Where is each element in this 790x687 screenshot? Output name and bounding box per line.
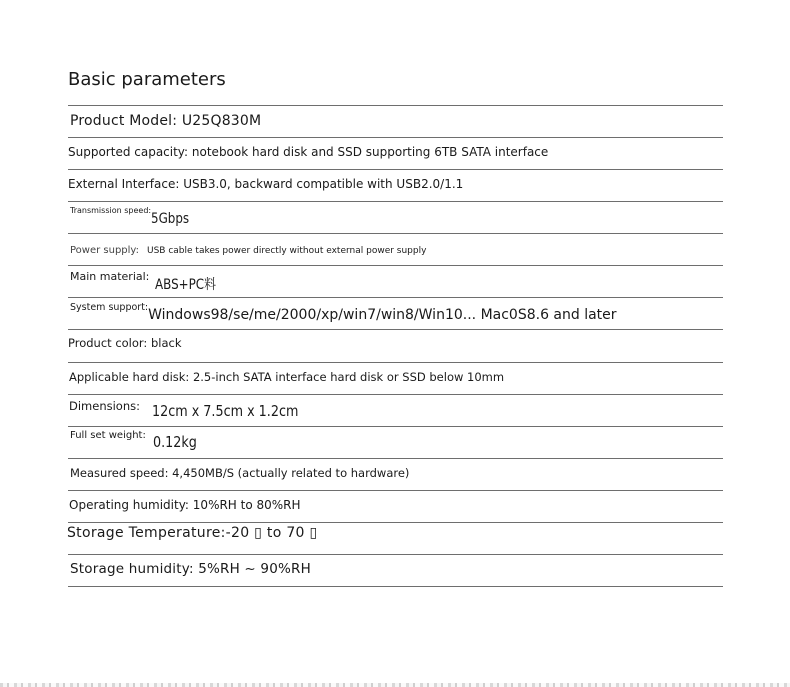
divider [68, 394, 723, 395]
param-row-transmission-speed [70, 206, 196, 225]
param-label: Operating humidity: [69, 498, 189, 512]
param-label: Applicable hard disk: [69, 370, 190, 384]
param-value: U25Q830M [177, 113, 262, 129]
param-value: 2.5-inch SATA interface hard disk or SSD below 10mm [189, 370, 505, 384]
param-row-system-support [70, 302, 617, 321]
divider [68, 362, 723, 363]
param-row-storage-humidity [70, 558, 311, 577]
param-row-supported-capacity [68, 141, 548, 160]
param-label: Measured speed: [70, 466, 169, 480]
param-value: ABS+PC料 [155, 277, 217, 293]
param-label: Product Model: [70, 113, 178, 129]
param-value: 5%RH ~ 90%RH [193, 561, 311, 577]
divider [68, 137, 723, 138]
param-label: Transmission speed: [70, 206, 152, 215]
param-row-full-set-weight [70, 430, 204, 449]
divider [68, 329, 723, 330]
param-value: notebook hard disk and SSD supporting 6TB SATA interface [188, 145, 549, 159]
divider [68, 233, 723, 234]
param-row-main-material [70, 270, 227, 293]
param-row-applicable-hard-disk [69, 366, 504, 385]
bottom-edge-artifact [0, 683, 790, 687]
param-value: Windows98/se/me/2000/xp/win7/win8/Win10... Mac0S8.6 and later [148, 307, 617, 323]
divider [68, 265, 723, 266]
divider [68, 458, 723, 459]
param-label: External Interface: [68, 177, 180, 191]
param-label: Product color: [68, 336, 148, 350]
divider [68, 201, 723, 202]
param-value: 4,450MB/S (actually related to hardware) [168, 466, 410, 480]
param-row-product-color [68, 332, 182, 351]
param-value: USB3.0, backward compatible with USB2.0/1.1 [179, 177, 464, 191]
param-row-product-model [70, 110, 261, 129]
param-label: Storage humidity: [70, 561, 194, 577]
param-row-power-supply [70, 238, 426, 257]
param-label: Storage Temperature: [67, 525, 226, 541]
param-row-operating-humidity [69, 494, 301, 513]
divider [68, 297, 723, 298]
divider [68, 426, 723, 427]
divider [68, 169, 723, 170]
param-value: 12cm x 7.5cm x 1.2cm [152, 402, 299, 420]
param-label: Dimensions: [69, 399, 140, 413]
param-label: Full set weight: [70, 430, 146, 441]
param-value: 10%RH to 80%RH [188, 498, 301, 512]
param-label: System support: [70, 302, 149, 313]
param-row-external-interface [68, 173, 463, 192]
param-label: Supported capacity: [68, 145, 189, 159]
param-row-dimensions [69, 399, 324, 418]
divider [68, 554, 723, 555]
param-row-measured-speed [70, 462, 409, 481]
param-value: USB cable takes power directly without external power supply [147, 246, 427, 256]
divider [68, 586, 723, 587]
param-value: -20 ▯ to 70 ▯ [225, 525, 318, 541]
divider [68, 490, 723, 491]
param-value: 5Gbps [151, 211, 190, 227]
param-value: 0.12kg [152, 433, 197, 451]
section-title: Basic parameters [68, 69, 226, 90]
param-label: Main material: [70, 270, 150, 283]
param-value: black [147, 336, 182, 350]
param-label: Power supply: [70, 245, 139, 256]
divider [68, 105, 723, 106]
param-row-storage-temperature [67, 522, 318, 541]
